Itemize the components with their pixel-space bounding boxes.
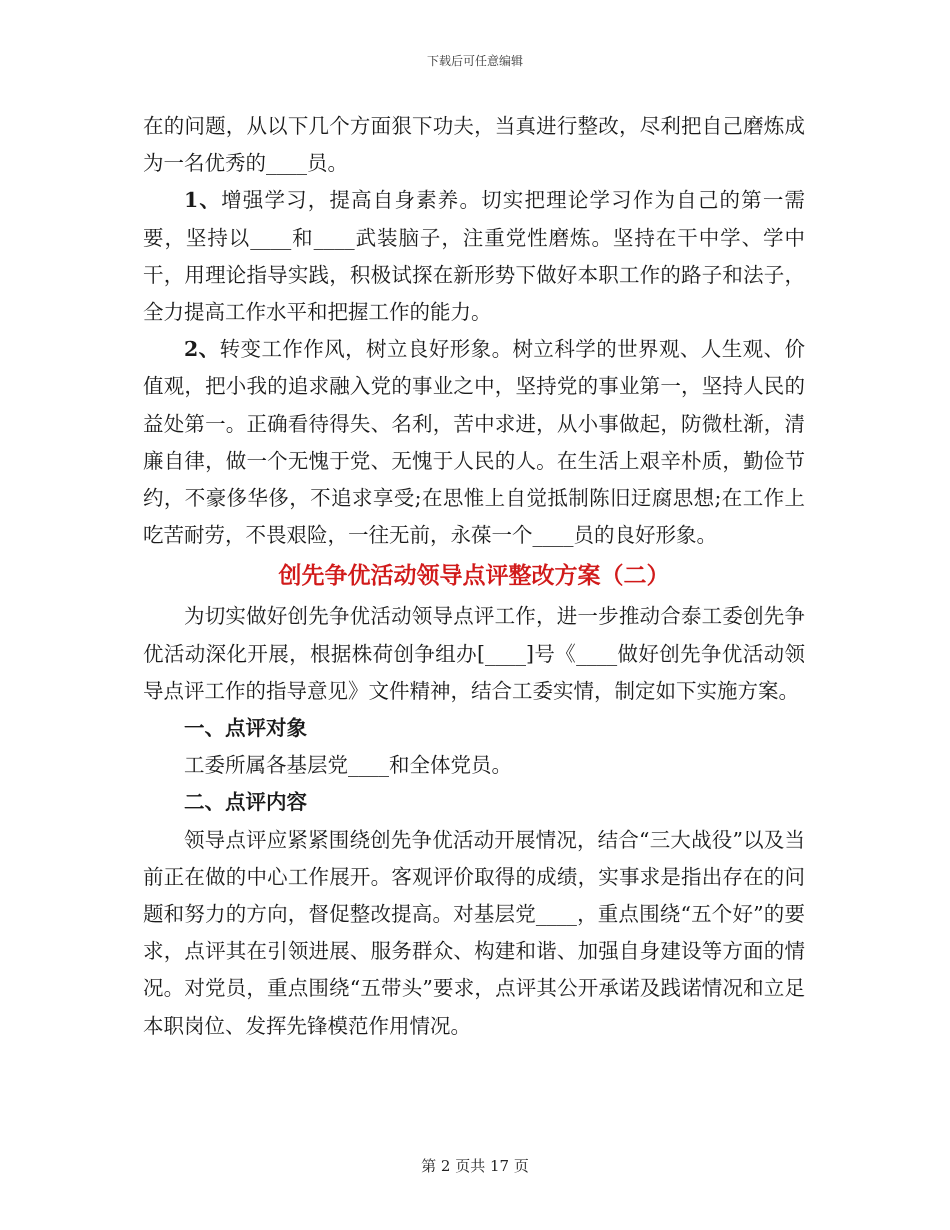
paragraph-review-content: 领导点评应紧紧围绕创先争优活动开展情况，结合“三大战役”以及当前正在做的中心工作展开。客观评价取得的成绩，实事求是指出存在的问题和努力的方向，督促整改提高。对基层党____，重点围绕“五个好”的要求，点评其在引领进展、服务群众、构建和谐、加强自身建设等方面的情况。对党员，重点围绕“五带头”要求，点评其公开承诺及践诺情况和立足本职岗位、发挥先锋模范作用情况。 <box>143 827 805 1038</box>
paragraph-item-2 <box>143 331 805 554</box>
paragraph-review-target: 工委所属各基层党____和全体党员。 <box>184 753 512 778</box>
item-text: 转变工作作风，树立良好形象。树立科学的世界观、人生观、价值观，把小我的追求融入党的事业之中，坚持党的事业第一，坚持人民的益处第一。正确看待得失、名利，苦中求进，从小事做起，防微杜渐，清廉自律，做一个无愧于党、无愧于人民的人。在生活上艰辛朴质，勤俭节约，不豪侈华侈，不追求享受;在思惟上自觉抵制陈旧迂腐思想;在工作上吃苦耐劳，不畏艰险，一往无前，永葆一个____员的良好形象。 <box>143 337 805 548</box>
heading-review-target: 一、点评对象 <box>184 716 307 741</box>
header-note: 下载后可任意编辑 <box>426 54 523 68</box>
paragraph-item-1 <box>143 182 805 331</box>
paragraph-continuation: 在的问题，从以下几个方面狠下功夫，当真进行整改，尽利把自己磨炼成为一名优秀的____员。 <box>143 114 805 176</box>
document-body <box>143 108 805 1045</box>
paragraph-intro: 为切实做好创先争优活动领导点评工作，进一步推动合泰工委创先争优活动深化开展，根据株荷创争组办[____]号《____做好创先争优活动领导点评工作的指导意见》文件精神，结合工委实情，制定如下实施方案。 <box>143 604 805 703</box>
section-title: 创先争优活动领导点评整改方案（二） <box>278 562 670 590</box>
item-text: 增强学习，提高自身素养。切实把理论学习作为自己的第一需要，坚持以____和____武装脑子，注重党性磨炼。坚持在干中学、学中干，用理论指导实践，积极试探在新形势下做好本职工作的路子和法子，全力提高工作水平和把握工作的能力。 <box>143 188 806 325</box>
page-number: 第 2 页共 17 页 <box>421 1157 529 1175</box>
item-number: 1、 <box>184 188 222 213</box>
heading-review-content: 二、点评内容 <box>184 790 307 815</box>
item-number: 2、 <box>184 337 220 362</box>
